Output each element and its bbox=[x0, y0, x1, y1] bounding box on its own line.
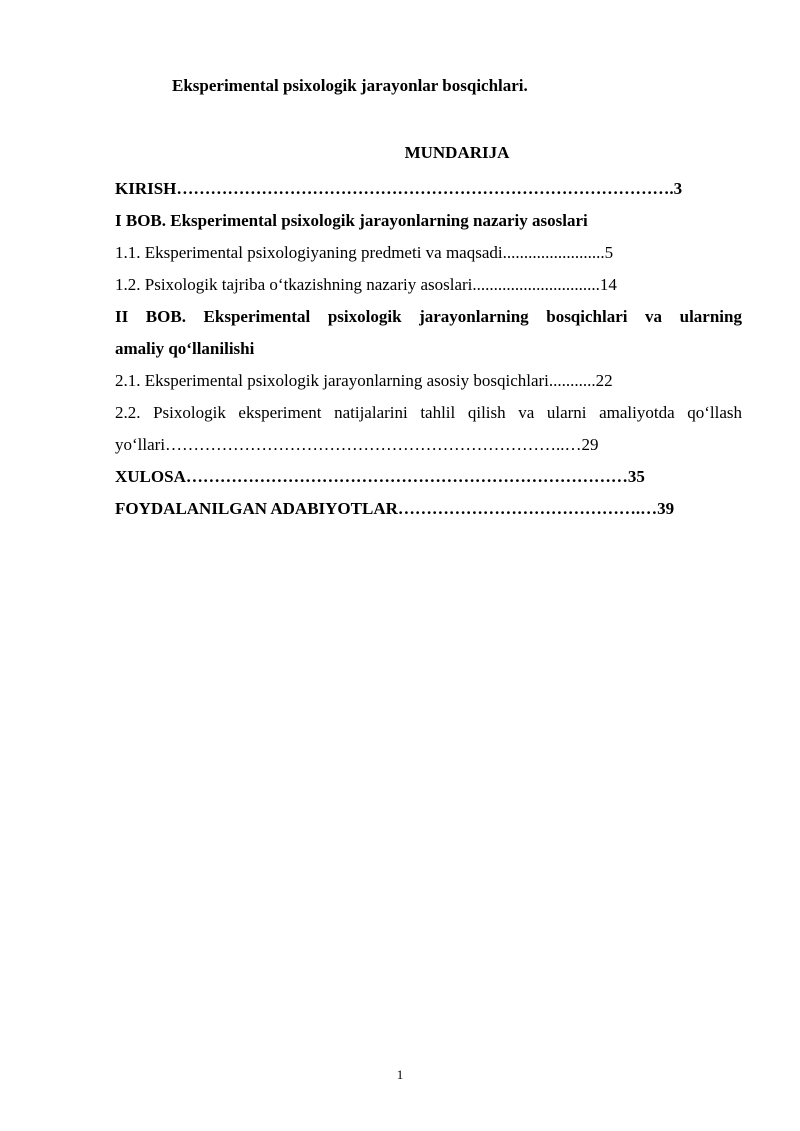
table-of-contents bbox=[115, 173, 742, 525]
toc-heading: MUNDARIJA bbox=[404, 143, 510, 162]
toc-entry-section-1-1: 1.1. Eksperimental psixologiyaning predmeti va maqsadi........................5 bbox=[115, 243, 614, 262]
toc-entry-section-2-1: 2.1. Eksperimental psixologik jarayonlarning asosiy bosqichlari...........22 bbox=[115, 371, 613, 390]
toc-entry-section-1-2: 1.2. Psixologik tajriba o‘tkazishning nazariy asoslari..............................14 bbox=[115, 275, 617, 294]
toc-entry-xulosa: XULOSA……………………………………………………………………35 bbox=[115, 467, 645, 486]
document-title: Eksperimental psixologik jarayonlar bosqichlari. bbox=[172, 76, 528, 95]
toc-entry-section-2-2-line-1: 2.2. Psixologik eksperiment natijalarini tahlil qilish va ularni amaliyotda qo‘llash bbox=[115, 403, 742, 422]
toc-entry-chapter-1: I BOB. Eksperimental psixologik jarayonlarning nazariy asoslari bbox=[115, 211, 588, 230]
page-number: 1 bbox=[396, 1067, 404, 1082]
toc-entry-chapter-2-line-2: amaliy qo‘llanilishi bbox=[115, 339, 255, 358]
toc-entry-adabiyotlar: FOYDALANILGAN ADABIYOTLAR…………………………………….…39 bbox=[115, 499, 675, 518]
toc-entry-section-2-2-line-2: yo‘llari……………………………………………………………..…29 bbox=[115, 435, 599, 454]
toc-entry-kirish: KIRISH…………………………………………………………………………….3 bbox=[115, 179, 683, 198]
toc-entry-chapter-2-line-1: II BOB. Eksperimental psixologik jarayonlarning bosqichlari va ularning bbox=[115, 307, 742, 326]
